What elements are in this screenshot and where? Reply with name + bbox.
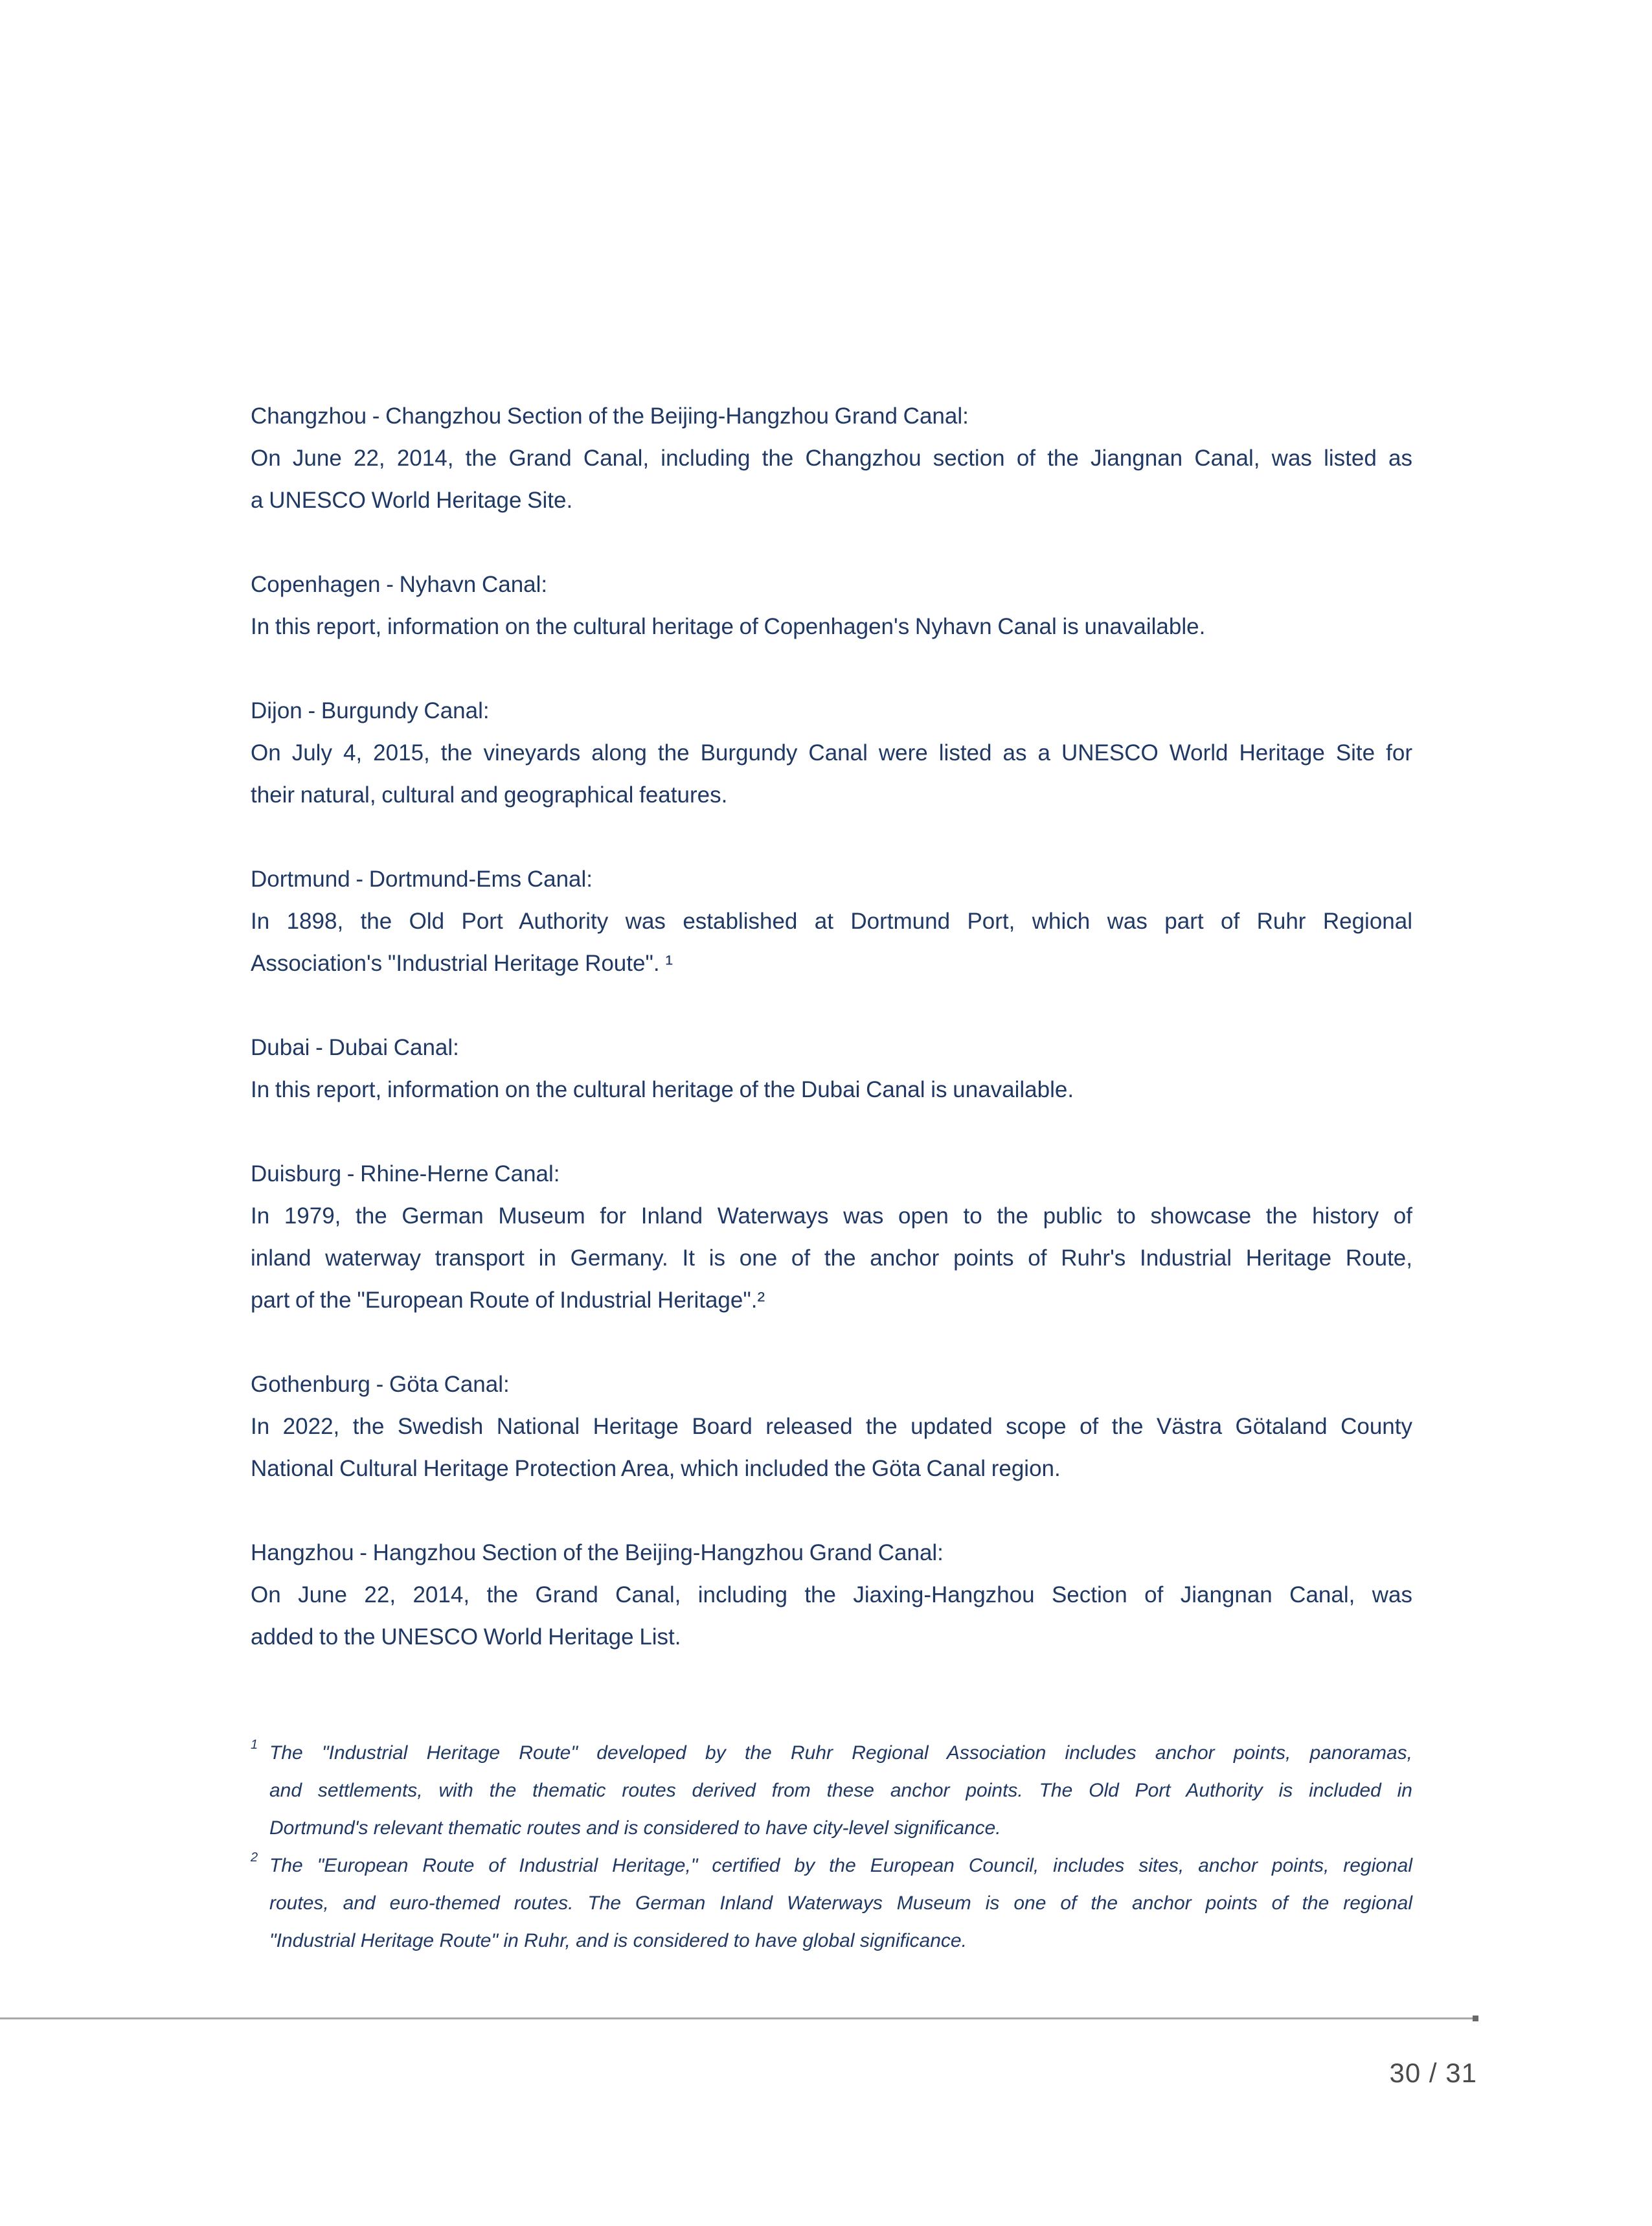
paragraph-line: added to the UNESCO World Heritage List.	[251, 1624, 681, 1650]
footnote-text: The "European Route of Industrial Heritage," certified by the European Council, includes sites, anchor points, regional	[269, 1855, 1412, 1876]
footnote-marker: 1	[251, 1738, 258, 1752]
paragraph-line: a UNESCO World Heritage Site.	[251, 488, 573, 513]
paragraph-heading: Duisburg - Rhine-Herne Canal:	[251, 1161, 560, 1187]
paragraph	[251, 1027, 1412, 1111]
paragraph-line: In 2022, the Swedish National Heritage Board released the updated scope of the Västra Götaland County	[251, 1414, 1412, 1439]
paragraph	[251, 1363, 1412, 1490]
paragraph	[251, 858, 1412, 984]
paragraph-line: National Cultural Heritage Protection Area, which included the Göta Canal region.	[251, 1456, 1061, 1481]
paragraph	[251, 563, 1412, 648]
paragraph-line: their natural, cultural and geographical features.	[251, 782, 728, 808]
paragraph-heading: Dubai - Dubai Canal:	[251, 1035, 459, 1060]
page-number: 30 / 31	[1389, 2058, 1477, 2088]
footnote	[251, 1847, 1412, 1960]
footnote	[251, 1734, 1412, 1847]
paragraph-line: In 1979, the German Museum for Inland Waterways was open to the public to showcase the history of	[251, 1203, 1412, 1229]
paragraph-line: In this report, information on the cultural heritage of Copenhagen's Nyhavn Canal is unavailable.	[251, 614, 1206, 639]
footer-divider-line	[0, 2017, 1473, 2019]
divider-end-tick	[1473, 2016, 1478, 2021]
paragraph	[251, 1153, 1412, 1321]
paragraph	[251, 690, 1412, 816]
footnote-line: routes, and euro-themed routes. The German Inland Waterways Museum is one of the anchor points of the regional	[269, 1892, 1412, 1914]
paragraph-heading: Hangzhou - Hangzhou Section of the Beijing-Hangzhou Grand Canal:	[251, 1540, 944, 1565]
paragraph	[251, 395, 1412, 521]
paragraph-line: On July 4, 2015, the vineyards along the Burgundy Canal were listed as a UNESCO World Heritage Site for	[251, 740, 1412, 766]
paragraph-line: In this report, information on the cultural heritage of the Dubai Canal is unavailable.	[251, 1077, 1074, 1102]
footnote-text: The "Industrial Heritage Route" developed by the Ruhr Regional Association includes anchor points, panoramas,	[269, 1742, 1412, 1764]
paragraph-heading: Dortmund - Dortmund-Ems Canal:	[251, 867, 593, 892]
paragraph-heading: Dijon - Burgundy Canal:	[251, 698, 490, 723]
paragraph-heading: Copenhagen - Nyhavn Canal:	[251, 572, 548, 597]
paragraph-heading: Gothenburg - Göta Canal:	[251, 1372, 510, 1397]
paragraph-line: On June 22, 2014, the Grand Canal, including the Jiaxing-Hangzhou Section of Jiangnan Canal, was	[251, 1582, 1412, 1607]
paragraph	[251, 1532, 1412, 1658]
footnote-line: "Industrial Heritage Route" in Ruhr, and is considered to have global significance.	[269, 1930, 967, 1951]
footnote-line: Dortmund's relevant thematic routes and is considered to have city-level significance.	[269, 1817, 1001, 1839]
paragraph-heading: Changzhou - Changzhou Section of the Beijing-Hangzhou Grand Canal:	[251, 403, 969, 429]
paragraph-line: inland waterway transport in Germany. It is one of the anchor points of Ruhr's Industrial Heritage Route,	[251, 1245, 1412, 1271]
paragraph-line: part of the "European Route of Industrial Heritage".²	[251, 1288, 765, 1313]
footnote-line	[251, 1734, 1412, 1772]
paragraph-line: Association's "Industrial Heritage Route". ¹	[251, 951, 673, 976]
paragraph-line: In 1898, the Old Port Authority was established at Dortmund Port, which was part of Ruhr Regional	[251, 909, 1412, 934]
footnote-line	[251, 1847, 1412, 1885]
paragraph-line: On June 22, 2014, the Grand Canal, including the Changzhou section of the Jiangnan Canal, was listed as	[251, 446, 1412, 471]
footnote-marker: 2	[251, 1850, 258, 1865]
footnote-line: and settlements, with the thematic routes derived from these anchor points. The Old Port Authority is included in	[269, 1780, 1412, 1801]
